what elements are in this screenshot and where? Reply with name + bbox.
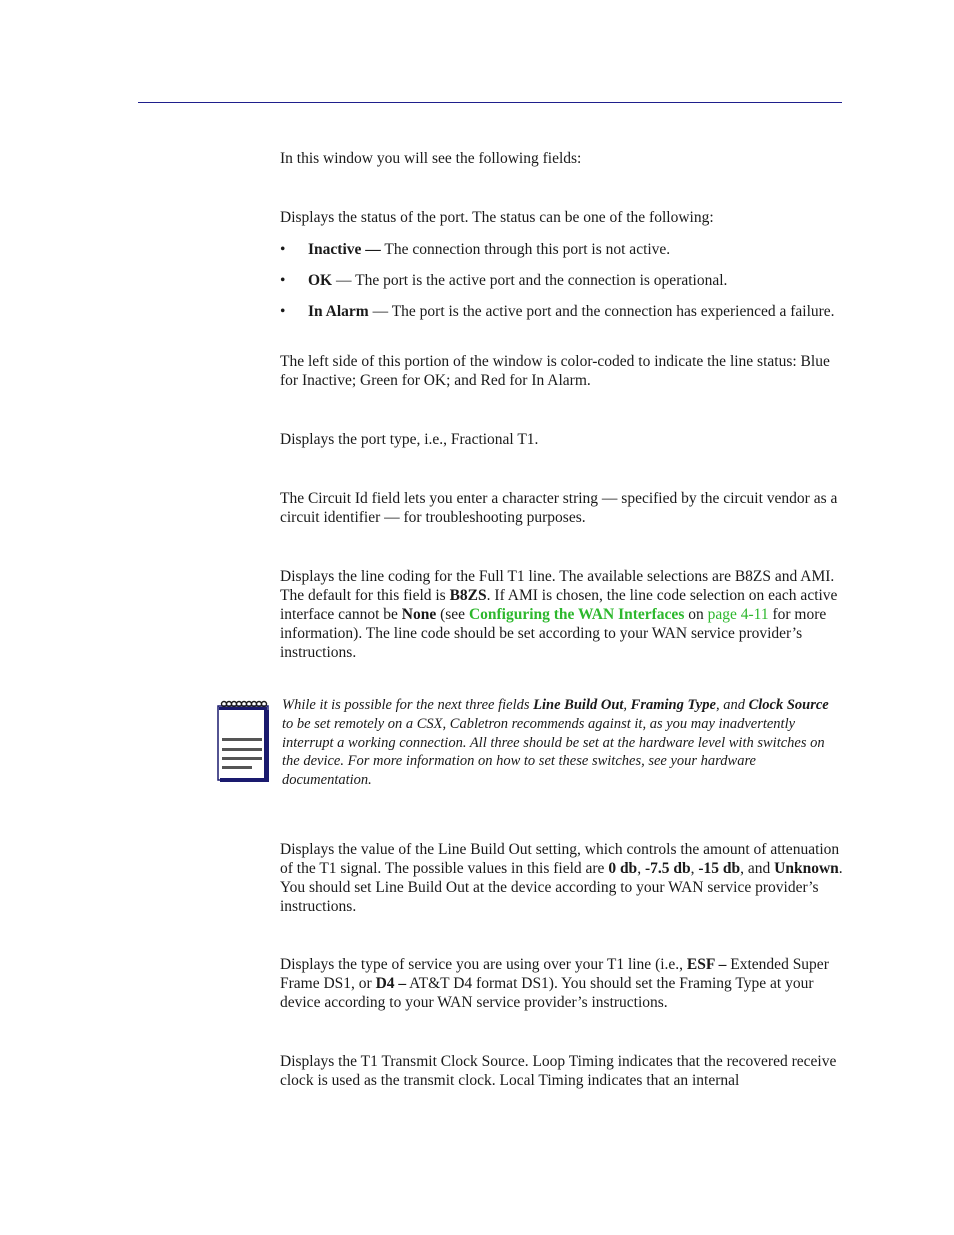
list-item: • In Alarm — The port is the active port and the connection has experienced a failure. xyxy=(280,303,835,320)
circuit-id-description: The Circuit Id field lets you enter a character string — specified by the circuit vendor as a circuit identifier — for troubleshooting purposes. xyxy=(280,490,838,526)
configuring-wan-interfaces-link[interactable]: Configuring the WAN Interfaces xyxy=(468,606,685,623)
framing-type-description: Displays the type of service you are using over your T1 line (i.e., ESF – Extended Super Frame DS1, or D4 – AT&T D4 format DS1). You should set the Framing Type at your device according to your WAN service provider’s instructions. xyxy=(280,956,829,1011)
list-item-text: — The port is the active port and the connection is operational. xyxy=(332,272,728,289)
page-reference-link[interactable]: page 4-11 xyxy=(707,606,769,623)
port-type-description: Displays the port type, i.e., Fractional T1. xyxy=(280,431,539,448)
line-coding-description: Displays the line coding for the Full T1 line. The available selections are B8ZS and AMI. The default for this field is B8ZS. If AMI is chosen, the line code selection on each active interface cannot be None (see Configuring the WAN Interfaces on page 4-11 for more information). The line code should be set according to your WAN service provider’s instructions. xyxy=(280,568,838,661)
list-item: • Inactive — The connection through this port is not active. xyxy=(280,241,671,258)
list-item-text: The connection through this port is not active. xyxy=(380,241,671,258)
status-description: Displays the status of the port. The status can be one of the following: xyxy=(280,209,714,226)
list-item-term: Inactive — xyxy=(308,241,381,258)
header-rule xyxy=(138,102,842,103)
list-item-term: OK xyxy=(308,272,333,289)
list-item-term: In Alarm xyxy=(308,303,369,320)
status-list xyxy=(280,240,845,333)
clock-source-description: Displays the T1 Transmit Clock Source. Loop Timing indicates that the recovered receive clock is used as the transmit clock. Local Timing indicates that an internal xyxy=(280,1053,837,1089)
intro-text: In this window you will see the following fields: xyxy=(280,150,582,167)
note-pad-icon xyxy=(214,698,272,784)
note-text: While it is possible for the next three fields Line Build Out, Framing Type, and Clock Source to be set remotely on a CSX, Cabletron recommends against it, as you may inadvertently interrupt a working connection. All three should be set at the hardware level with switches on the device. For more information on how to set these switches, see your hardware documentation. xyxy=(282,697,829,789)
list-item: • OK — The port is the active port and the connection is operational. xyxy=(280,272,728,289)
line-build-out-description: Displays the value of the Line Build Out setting, which controls the amount of attenuation of the T1 signal. The possible values in this field are 0 db, -7.5 db, -15 db, and Unknown. You should set Line Build Out at the device according to your WAN service provider’s instructions. xyxy=(280,841,843,915)
list-item-text: — The port is the active port and the connection has experienced a failure. xyxy=(368,303,835,320)
status-color-note: The left side of this portion of the window is color-coded to indicate the line status: Blue for Inactive; Green for OK; and Red for In Alarm. xyxy=(280,353,830,389)
